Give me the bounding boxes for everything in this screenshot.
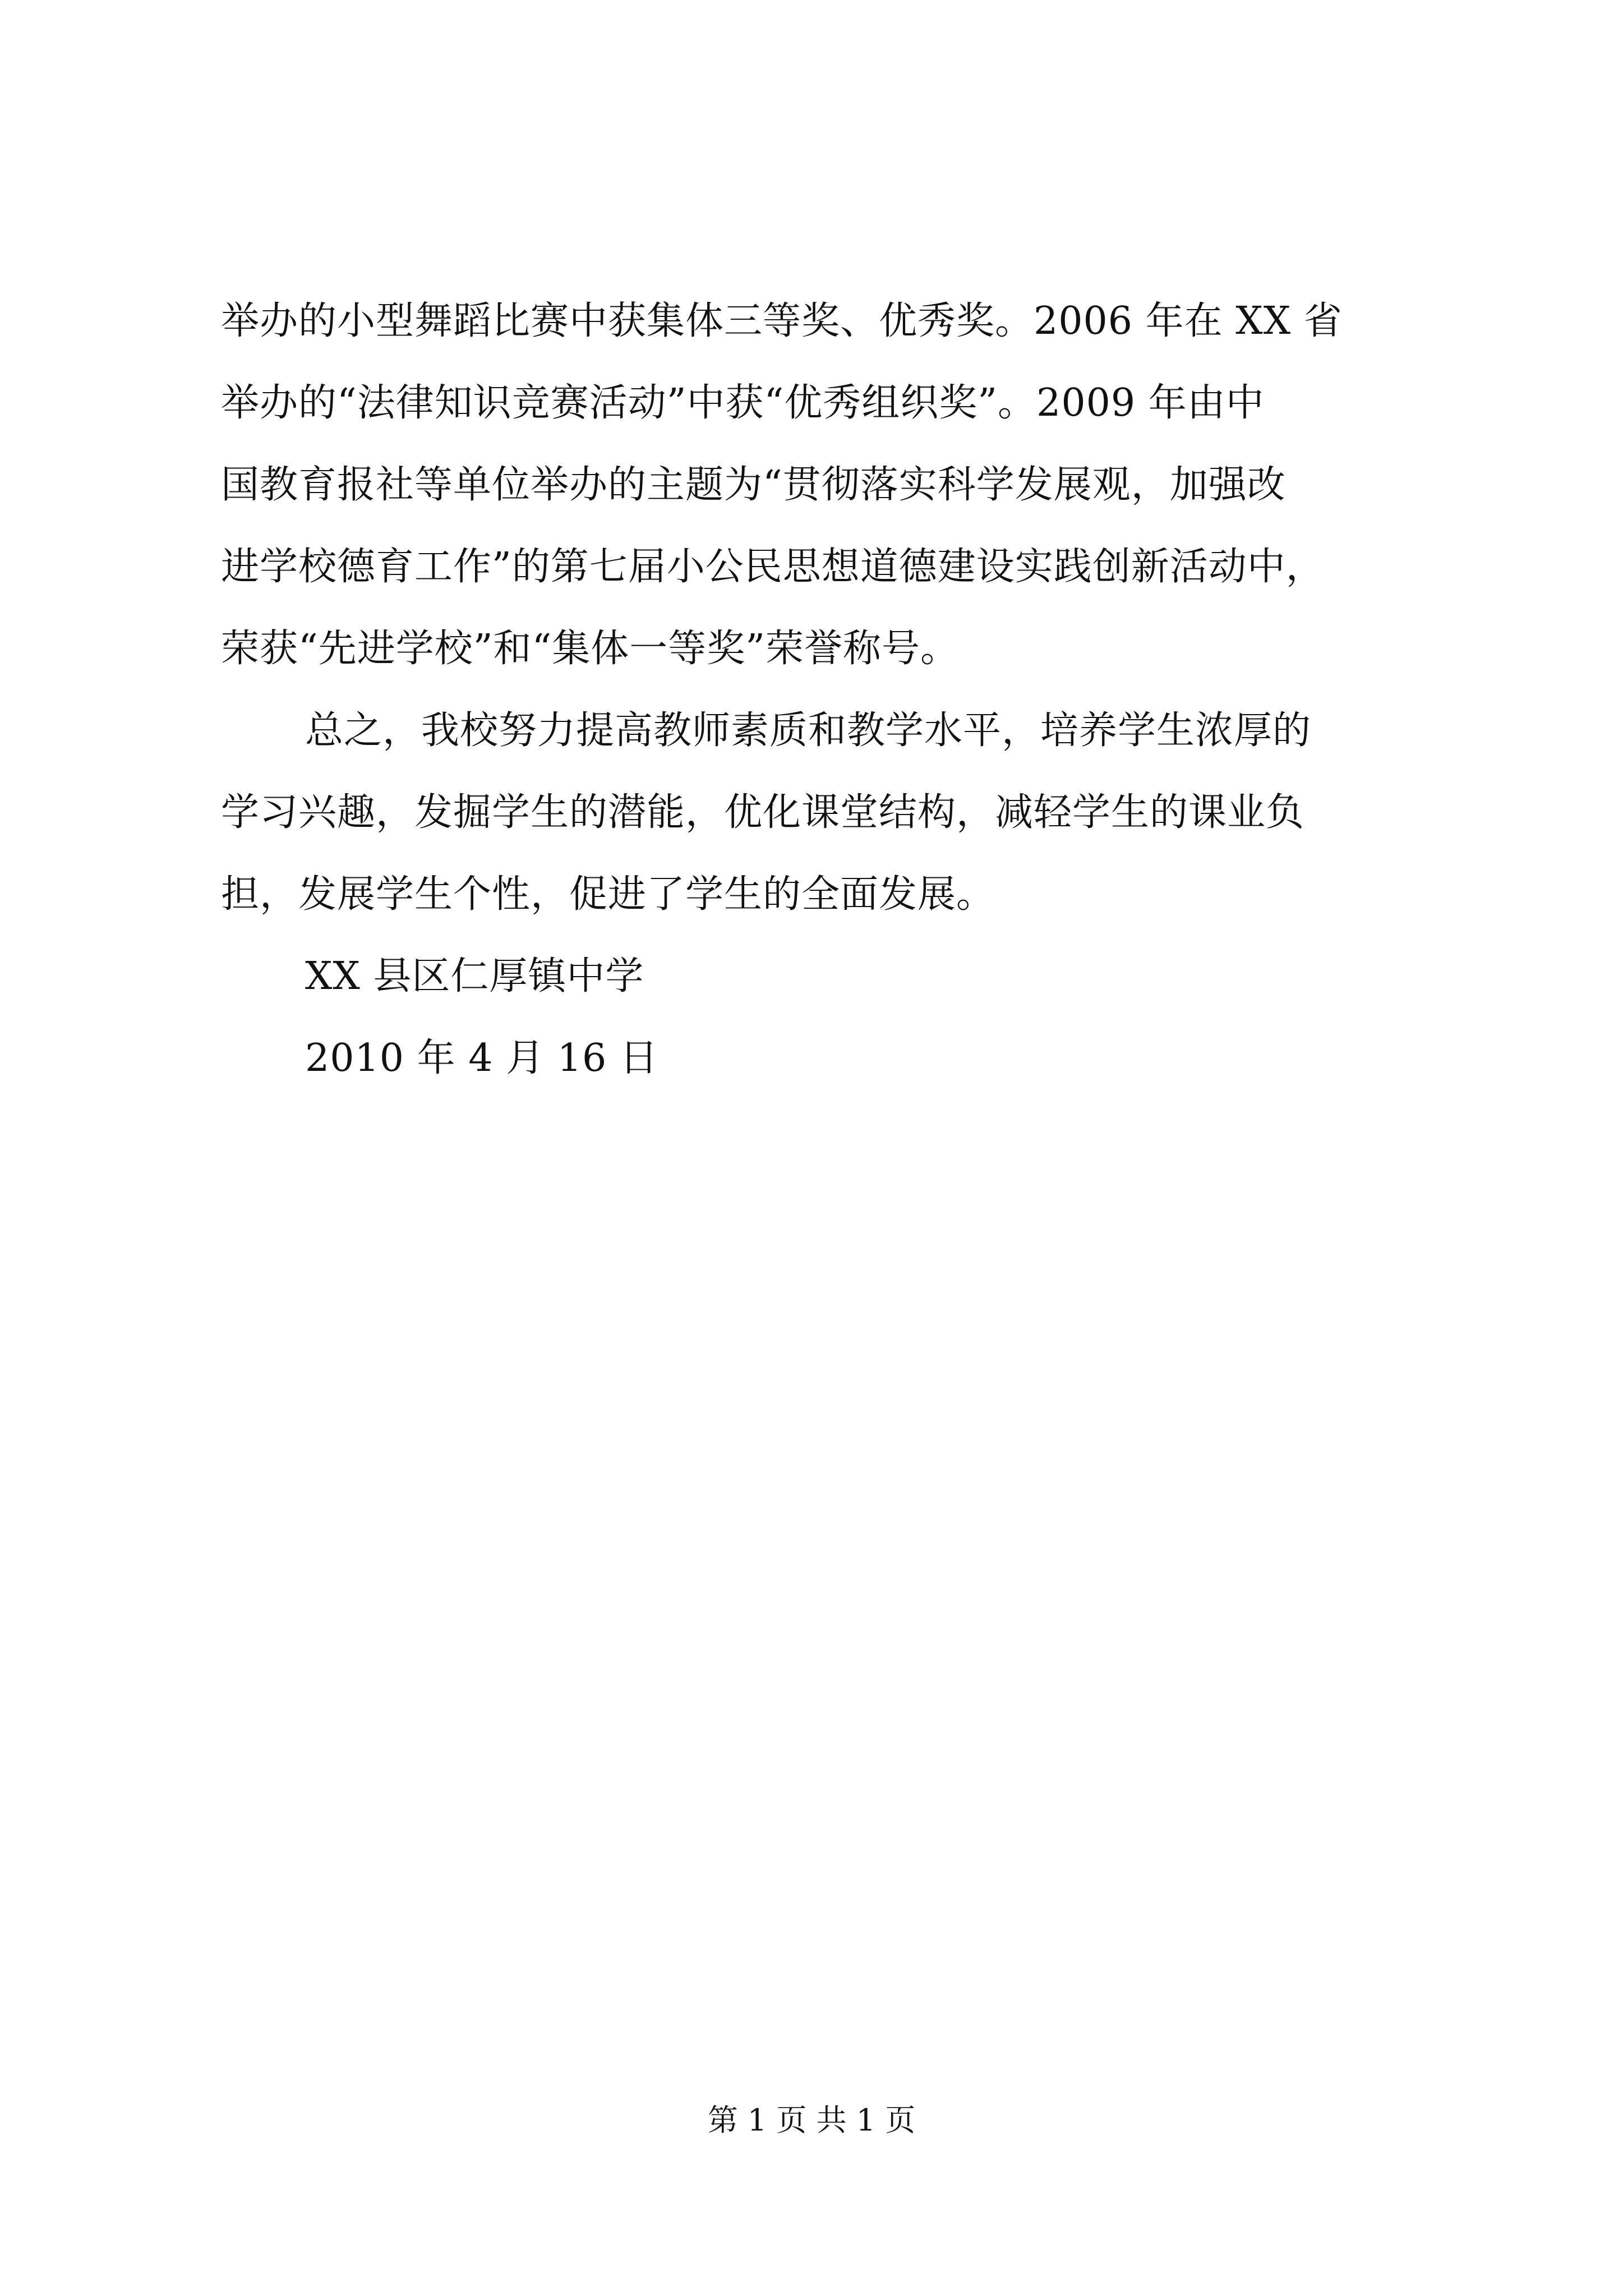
signature-date: 2010 年 4 月 16 日 — [305, 1036, 658, 1080]
page-footer: 第 1 页 共 1 页 — [707, 2102, 916, 2138]
paragraph-line: 举办的“法律知识竞赛活动”中获“优秀组织奖”。2009 年由中 — [221, 381, 1265, 425]
document-body — [221, 280, 1432, 1099]
paragraph-line: 国教育报社等单位举办的主题为“贯彻落实科学发展观，加强改 — [221, 463, 1286, 507]
paragraph-line: 总之，我校努力提高教师素质和教学水平，培养学生浓厚的 — [305, 708, 1312, 753]
signature-organization: XX 县区仁厚镇中学 — [305, 954, 644, 999]
paragraph-line: 荣获“先进学校”和“集体一等奖”荣誉称号。 — [221, 627, 960, 671]
paragraph-line: 担，发展学生个性，促进了学生的全面发展。 — [221, 872, 995, 917]
paragraph-line: 学习兴趣，发掘学生的潜能，优化课堂结构，减轻学生的课业负 — [221, 790, 1305, 835]
paragraph-line: 举办的小型舞蹈比赛中获集体三等奖、优秀奖。2006 年在 XX 省 — [221, 299, 1343, 343]
paragraph-line: 进学校德育工作”的第七届小公民思想道德建设实践创新活动中， — [221, 545, 1325, 589]
